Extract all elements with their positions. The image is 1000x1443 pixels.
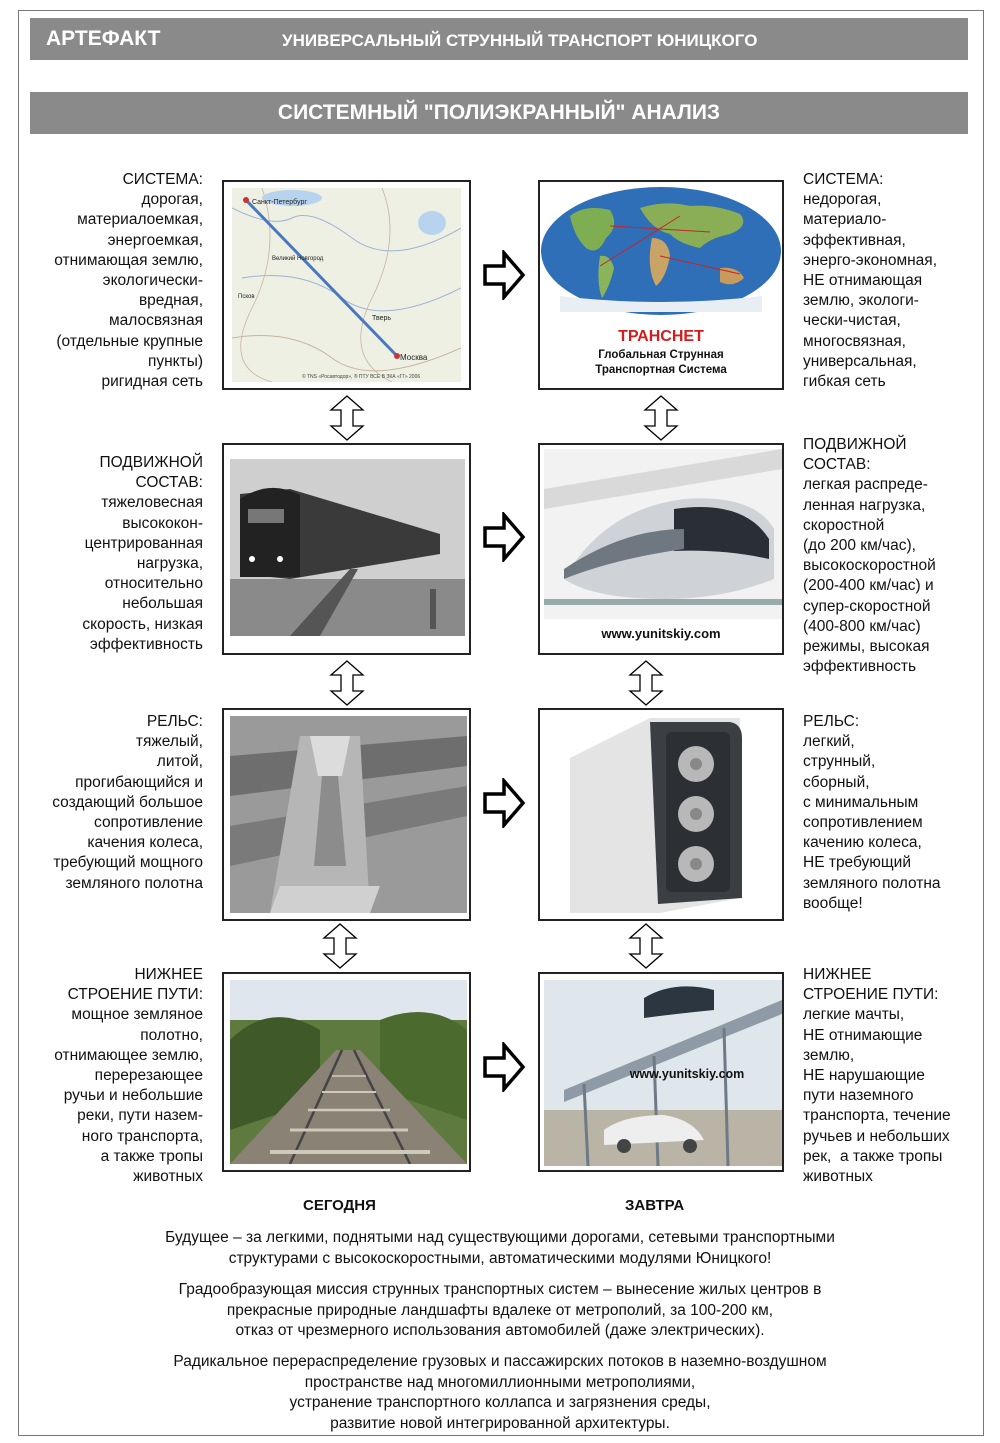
conclusion-paragraph-3: Радикальное перераспределение грузовых и пассажирских потоков в наземно-воздушном пространстве над многомиллионными метрополиями, устранение транспортного коллапса и загрязнения среды, развитие новой интегрированной архитектуры. xyxy=(173,1353,827,1432)
right-arrow-icon xyxy=(482,1042,526,1092)
world-map-transnet-image xyxy=(538,180,784,390)
rolling-stock-tomorrow-text: ПОДВИЖНОЙ СОСТАВ: легкая распреде- ленная нагрузка, скоростной (до 200 км/час), высокоскоростной (200-400 км/час) и супер-скоростной (400-800 км/час) режимы, высокая эффективность xyxy=(803,436,936,676)
map-label-spb: Санкт-Петербург xyxy=(252,199,307,206)
right-arrow-icon xyxy=(482,250,526,300)
up-down-arrow-icon xyxy=(628,659,664,707)
rail-tomorrow-text: РЕЛЬС: легкий, струнный, сборный, с минимальным сопротивлением качению колеса, НЕ требующий земляного полотна вообще! xyxy=(803,713,941,912)
yunitsky-url-text: www.yunitskiy.com xyxy=(601,626,721,641)
substructure-today-text: НИЖНЕЕ СТРОЕНИЕ ПУТИ: мощное земляное полотно, отнимающее землю, перерезающее ручьи и небольшие реки, пути назем- ного транспорта, а также тропы животных xyxy=(54,966,203,1186)
system-tomorrow-text: СИСТЕМА: недорогая, материало- эффективная, энерго-экономная, НЕ отнимающая землю, экологи- чески-чистая, многосвязная, универсальная, гибкая сеть xyxy=(803,171,938,391)
map-russia-image xyxy=(222,180,471,390)
yunitsky-train-image xyxy=(538,443,784,655)
yunitsky-url-text: www.yunitskiy.com xyxy=(629,1067,745,1081)
header-bar xyxy=(30,18,968,60)
substructure-tomorrow-text: НИЖНЕЕ СТРОЕНИЕ ПУТИ: легкие мачты, НЕ отнимающие землю, НЕ нарушающие пути наземного транспорта, течение ручьев и небольших рек, а также тропы животных xyxy=(803,966,951,1186)
transnet-caption-2: Транспортная Система xyxy=(595,364,727,376)
today-label: СЕГОДНЯ xyxy=(303,1197,376,1214)
page-title: УНИВЕРСАЛЬНЫЙ СТРУННЫЙ ТРАНСПОРТ ЮНИЦКОГО xyxy=(282,31,758,50)
heavy-rail-image xyxy=(222,708,471,921)
up-down-arrow-icon xyxy=(628,922,664,970)
rolling-stock-today-text: ПОДВИЖНОЙ СОСТАВ: тяжеловесная высококон- центрированная нагрузка, относительно небольшая скорость, низкая эффективность xyxy=(82,454,203,653)
diesel-train-image xyxy=(222,443,471,655)
up-down-arrow-icon xyxy=(329,394,365,442)
system-today-text: СИСТЕМА: дорогая, материалоемкая, энергоемкая, отнимающая землю, экологически- вредная, малосвязная (отдельные крупные пункты) ригидная сеть xyxy=(54,171,203,391)
right-arrow-icon xyxy=(482,778,526,828)
up-down-arrow-icon xyxy=(643,394,679,442)
map-label-pskov: Псков xyxy=(238,294,255,300)
brand-title: АРТЕФАКТ xyxy=(46,27,161,50)
string-rail-image xyxy=(538,708,784,921)
railway-track-image xyxy=(222,972,471,1172)
map-label-moscow: Москва xyxy=(400,353,428,362)
map-label-novgorod: Великий Новгород xyxy=(272,256,324,262)
map-label-tver: Тверь xyxy=(372,315,392,322)
map-copyright: © TNS «Росавтодор», ® ПТУ ВСЕ В ЗКА «ГГ» 2006 xyxy=(302,374,421,380)
right-arrow-icon xyxy=(482,512,526,562)
conclusion-paragraph-1: Будущее – за легкими, поднятыми над существующими дорогами, сетевыми транспортными структурами с высокоскоростными, автоматическими модулями Юницкого! xyxy=(165,1229,835,1267)
transnet-title: ТРАНСНЕТ xyxy=(618,328,704,345)
section-title-bar: СИСТЕМНЫЙ "ПОЛИЭКРАННЫЙ" АНАЛИЗ xyxy=(30,92,968,134)
conclusion-paragraph-2: Градообразующая миссия струнных транспортных систем – вынесение жилых центров в прекрасные природные ландшафты вдалеке от метрополий, за 100-200 км, отказ от чрезмерного использования автомобилей (даже электрических). xyxy=(178,1281,822,1339)
rail-today-text: РЕЛЬС: тяжелый, литой, прогибающийся и создающий большое сопротивление качения колеса, требующий мощного земляного полотна xyxy=(52,713,203,892)
elevated-string-track-image xyxy=(538,972,784,1172)
up-down-arrow-icon xyxy=(329,659,365,707)
transnet-caption-1: Глобальная Струнная xyxy=(598,349,724,361)
tomorrow-label: ЗАВТРА xyxy=(625,1197,685,1214)
up-down-arrow-icon xyxy=(322,922,358,970)
